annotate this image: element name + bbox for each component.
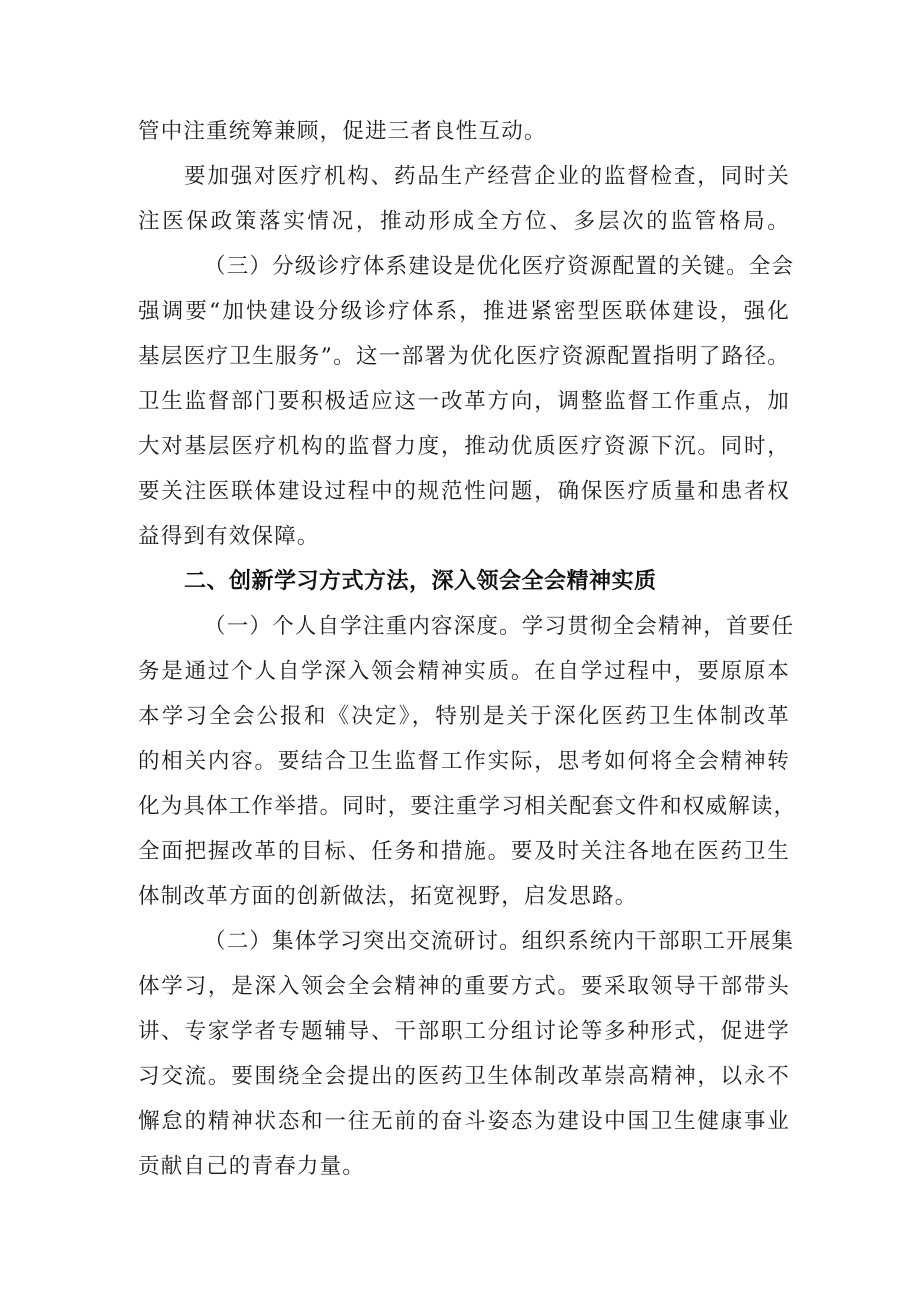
- text-line: 要加强对医疗机构、药品生产经营企业的监督检查，同时关: [184, 164, 790, 189]
- text-line: 贡献自己的青春力量。: [138, 1154, 366, 1179]
- text-line: 基层医疗卫生服务”。这一部署为优化医疗资源配置指明了路径。: [138, 344, 790, 369]
- text-line: 的相关内容。要结合卫生监督工作实际，思考如何将全会精神转: [138, 749, 790, 774]
- text-line: 化为具体工作举措。同时，要注重学习相关配套文件和权威解读，: [138, 794, 797, 819]
- text-line: （一）个人自学注重内容深度。学习贯彻全会精神，首要任: [204, 614, 795, 639]
- text-line: 体制改革方面的创新做法，拓宽视野，启发思路。: [138, 884, 638, 909]
- text-line: 强调要“加快建设分级诊疗体系，推进紧密型医联体建设，强化: [138, 299, 790, 324]
- text-line: 讲、专家学者专题辅导、干部职工分组讨论等多种形式，促进学: [138, 1019, 790, 1044]
- section-heading: 二、创新学习方式方法，深入领会全会精神实质: [184, 569, 657, 594]
- text-line: （三）分级诊疗体系建设是优化医疗资源配置的关键。全会: [204, 254, 795, 279]
- text-line: 全面把握改革的目标、任务和措施。要及时关注各地在医药卫生: [138, 839, 790, 864]
- text-line: 益得到有效保障。: [138, 524, 320, 549]
- text-line: 体学习，是深入领会全会精神的重要方式。要采取领导干部带头: [138, 974, 790, 999]
- text-line: 务是通过个人自学深入领会精神实质。在自学过程中，要原原本: [138, 659, 790, 684]
- document-body: [138, 112, 797, 1192]
- text-line: 懈怠的精神状态和一往无前的奋斗姿态为建设中国卫生健康事业: [138, 1109, 790, 1134]
- text-line: （二）集体学习突出交流研讨。组织系统内干部职工开展集: [204, 929, 795, 954]
- text-line: 习交流。要围绕全会提出的医药卫生体制改革崇高精神，以永不: [138, 1064, 790, 1089]
- text-line: 管中注重统筹兼顾，促进三者良性互动。: [138, 119, 547, 144]
- text-line: 要关注医联体建设过程中的规范性问题，确保医疗质量和患者权: [138, 479, 790, 504]
- text-line: 注医保政策落实情况，推动形成全方位、多层次的监管格局。: [138, 209, 790, 234]
- text-line: 本学习全会公报和《决定》，特别是关于深化医药卫生体制改革: [138, 704, 790, 729]
- text-line: 大对基层医疗机构的监督力度，推动优质医疗资源下沉。同时，: [138, 434, 790, 459]
- text-line: 卫生监督部门要积极适应这一改革方向，调整监督工作重点，加: [138, 389, 790, 414]
